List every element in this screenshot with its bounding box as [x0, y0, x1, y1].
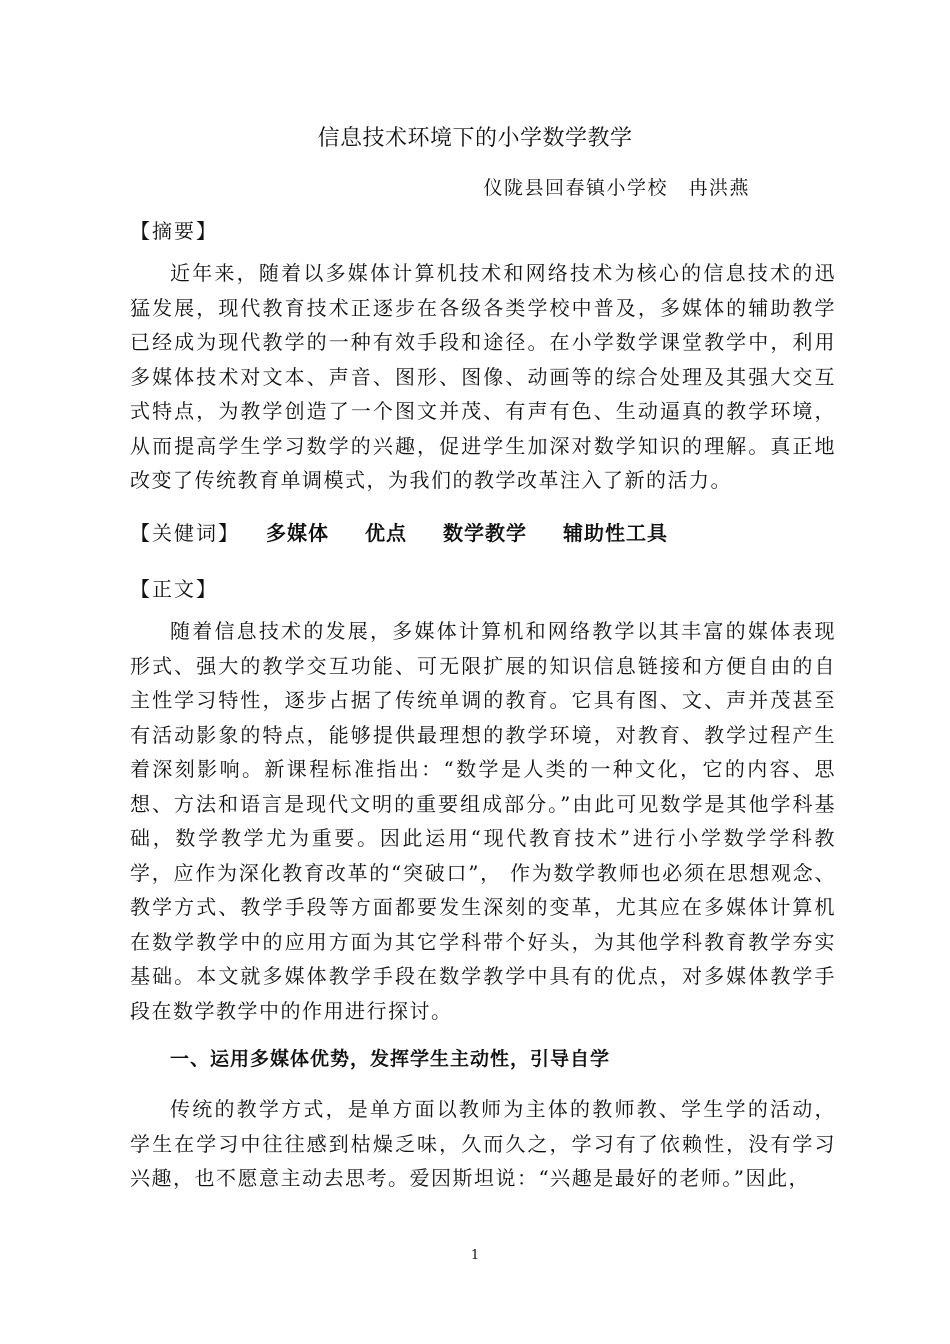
- abstract-paragraph: 近年来，随着以多媒体计算机技术和网络技术为核心的信息技术的迅猛发展，现代教育技术正逐步在各级各类学校中普及，多媒体的辅助教学已经成为现代教学的一种有效手段和途径。在小学数学课堂教学中，利用多媒体技术对文本、声音、图形、图像、动画等的综合处理及其强大交互式特点，为教学创造了一个图文并茂、有声有色、生动逼真的教学环境，从而提高学生学习数学的兴趣，促进学生加深对数学知识的理解。真正地改变了传统教育单调模式，为我们的教学改革注入了新的活力。: [130, 261, 836, 492]
- keyword-item: 辅助性工具: [563, 521, 668, 545]
- keyword-item: 优点: [365, 521, 407, 545]
- abstract-label: 【摘要】: [130, 219, 218, 243]
- body-paragraph: 随着信息技术的发展，多媒体计算机和网络教学以其丰富的媒体表现形式、强大的教学交互功能、可无限扩展的知识信息链接和方便自由的自主性学习特性，逐步占据了传统单调的教育。它具有图、文、声并茂甚至有活动影象的特点，能够提供最理想的教学环境，对教育、教学过程产生着深刻影响。新课程标准指出：“数学是人类的一种文化，它的内容、思想、方法和语言是现代文明的重要组成部分。”由此可见数学是其他学科基础，数学教学尤为重要。因此运用“现代教育技术”进行小学数学学科教学，应作为深化教育改革的“突破口”， 作为数学教师也必须在思想观念、教学方式、教学手段等方面都要发生深刻的变革，尤其应在多媒体计算机在数学教学中的应用方面为其它学科带个好头，为其他学科教育教学夯实基础。本文就多媒体教学手段在数学教学中具有的优点，对多媒体教学手段在数学教学中的作用进行探讨。: [130, 619, 836, 1023]
- document-title: 信息技术环境下的小学数学教学: [317, 126, 633, 151]
- section-heading: 一、运用多媒体优势，发挥学生主动性，引导自学: [170, 1048, 611, 1070]
- keywords-row: [130, 517, 704, 546]
- keyword-item: 数学教学: [443, 521, 527, 545]
- section-paragraph: 传统的教学方式，是单方面以教师为主体的教师教、学生学的活动，学生在学习中往往感到枯燥乏味，久而久之，学习有了依赖性，没有学习兴趣，也不愿意主动去思考。爱因斯坦说：“兴趣是最好的老师。”因此，: [130, 1097, 836, 1190]
- body-label: 【正文】: [130, 577, 218, 601]
- page-number: 1: [470, 1248, 480, 1263]
- keyword-item: 多媒体: [266, 521, 329, 545]
- author-line: 仪陇县回春镇小学校 冉洪燕: [483, 177, 750, 199]
- keywords-label: 【关健词】: [130, 521, 240, 545]
